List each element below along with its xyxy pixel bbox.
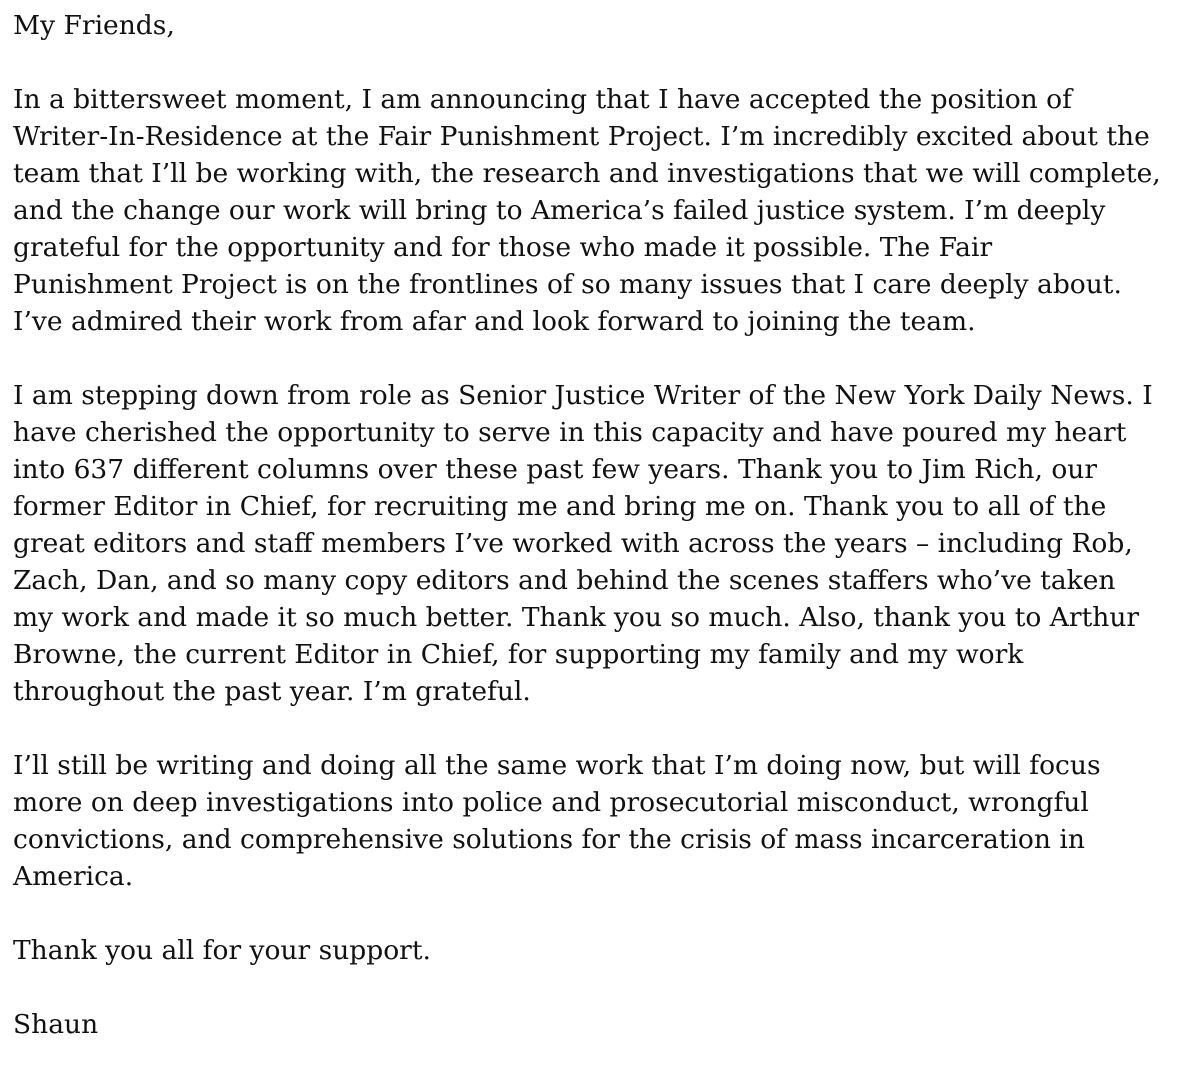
paragraph-line: have cherished the opportunity to serve in this capacity and have poured my heart <box>13 417 1127 448</box>
paragraph-line: into 637 different columns over these past few years. Thank you to Jim Rich, our <box>13 454 1098 485</box>
closing-line: Thank you all for your support. <box>13 935 431 966</box>
paragraph-line: team that I’ll be working with, the research and investigations that we will complete, <box>13 158 1161 189</box>
paragraph-line: throughout the past year. I’m grateful. <box>13 676 531 707</box>
signature-paragraph <box>13 1006 1190 1043</box>
paragraph-line: more on deep investigations into police and prosecutorial misconduct, wrongful <box>13 787 1089 818</box>
paragraph-line: former Editor in Chief, for recruiting me and bring me on. Thank you to all of the <box>13 491 1107 522</box>
closing-paragraph <box>13 932 1190 969</box>
paragraph-line: grateful for the opportunity and for those who made it possible. The Fair <box>13 232 993 263</box>
paragraph-2 <box>13 377 1190 710</box>
paragraph-line: Zach, Dan, and so many copy editors and behind the scenes staffers who’ve taken <box>13 565 1116 596</box>
salutation-paragraph <box>13 7 1190 44</box>
signature: Shaun <box>13 1009 99 1040</box>
salutation: My Friends, <box>13 10 175 41</box>
paragraph-line: I’ll still be writing and doing all the same work that I’m doing now, but will focus <box>13 750 1101 781</box>
paragraph-line: America. <box>13 861 134 892</box>
paragraph-line: convictions, and comprehensive solutions for the crisis of mass incarceration in <box>13 824 1085 855</box>
paragraph-line: and the change our work will bring to America’s failed justice system. I’m deeply <box>13 195 1106 226</box>
paragraph-1 <box>13 81 1190 340</box>
paragraph-3 <box>13 747 1190 895</box>
paragraph-line: Punishment Project is on the frontlines of so many issues that I care deeply about. <box>13 269 1122 300</box>
paragraph-line: great editors and staff members I’ve worked with across the years – including Rob, <box>13 528 1133 559</box>
paragraph-line: I am stepping down from role as Senior Justice Writer of the New York Daily News. I <box>13 380 1153 411</box>
paragraph-line: Writer-In-Residence at the Fair Punishment Project. I’m incredibly excited about the <box>13 121 1150 152</box>
paragraph-line: my work and made it so much better. Thank you so much. Also, thank you to Arthur <box>13 602 1140 633</box>
paragraph-line: I’ve admired their work from afar and look forward to joining the team. <box>13 306 976 337</box>
paragraph-line: In a bittersweet moment, I am announcing that I have accepted the position of <box>13 84 1072 115</box>
paragraph-line: Browne, the current Editor in Chief, for supporting my family and my work <box>13 639 1024 670</box>
